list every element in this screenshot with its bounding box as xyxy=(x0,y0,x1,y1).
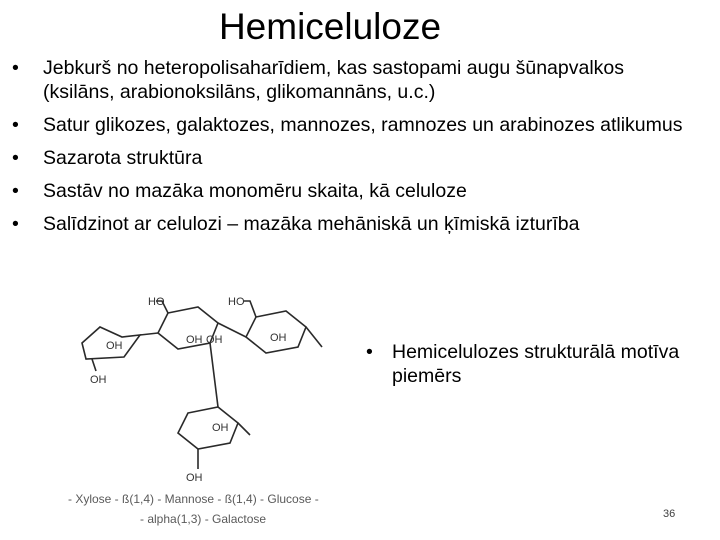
hydroxyl-label: OH xyxy=(186,472,203,484)
bullet-marker: • xyxy=(12,114,19,136)
bullet-marker: • xyxy=(12,57,19,79)
hydroxyl-label: OH xyxy=(270,332,287,344)
page-number: 36 xyxy=(663,508,676,520)
bullet-marker: • xyxy=(366,341,373,363)
slide-title: Hemiceluloze xyxy=(218,6,442,47)
hydroxyl-label: OH xyxy=(106,340,123,352)
bond xyxy=(92,359,96,371)
bullet-text: Jebkurš no heteropolisaharīdiem, kas sastopami augu šūnapvalkos (ksilāns, arabionoksilāns, glikomannāns, u.c.) xyxy=(43,57,625,103)
hydroxyl-label: OH xyxy=(212,422,229,434)
structure-legend-line: - alpha(1,3) - Galactose xyxy=(140,512,267,526)
hydroxyl-label: HO xyxy=(228,296,245,308)
bullet-text: Sastāv no mazāka monomēru skaita, kā celuloze xyxy=(43,180,467,202)
bullet-marker: • xyxy=(12,213,19,235)
hydroxyl-label: OH xyxy=(90,374,107,386)
bond xyxy=(238,423,250,435)
galactose-ring xyxy=(178,407,238,449)
bullet-item xyxy=(0,113,700,137)
caption-text: Hemicelulozes strukturālā motīva piemērs xyxy=(392,341,680,387)
bullet-text: Satur glikozes, galaktozes, mannozes, ramnozes un arabinozes atlikumus xyxy=(43,114,683,136)
bullet-item xyxy=(0,146,700,170)
bullet-text: Sazarota struktūra xyxy=(43,147,203,169)
figure-caption xyxy=(366,340,712,388)
bond xyxy=(306,327,322,347)
glycosidic-bond xyxy=(140,333,158,335)
bullet-item xyxy=(0,179,700,203)
hydroxyl-label: OH xyxy=(206,334,223,346)
bullet-item xyxy=(0,56,700,104)
bullet-list xyxy=(0,56,700,245)
bond xyxy=(244,301,256,317)
bullet-item xyxy=(0,212,700,236)
hydroxyl-label: OH xyxy=(186,334,203,346)
bullet-marker: • xyxy=(12,147,19,169)
bullet-marker: • xyxy=(12,180,19,202)
structure-legend-line: - Xylose - ß(1,4) - Mannose - ß(1,4) - Glucose - xyxy=(68,492,319,506)
hemicellulose-structure-figure xyxy=(60,285,380,535)
glycosidic-bond xyxy=(210,343,218,407)
hydroxyl-label: HO xyxy=(148,296,165,308)
bullet-text: Salīdzinot ar celulozi – mazāka mehāniskā un ķīmiskā izturība xyxy=(43,213,580,235)
